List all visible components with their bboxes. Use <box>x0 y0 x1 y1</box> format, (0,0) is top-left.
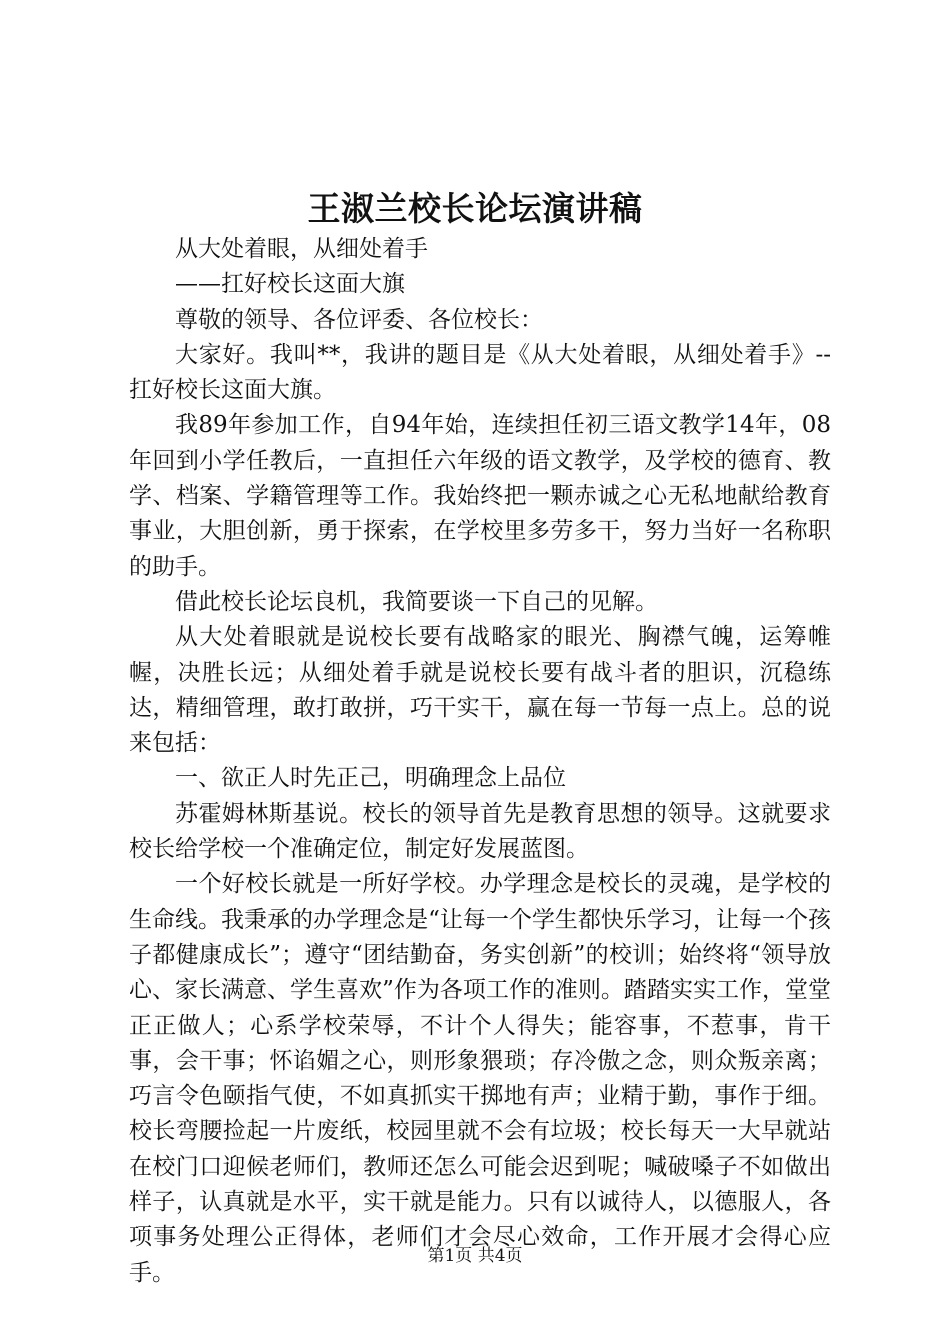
paragraph: 苏霍姆林斯基说。校长的领导首先是教育思想的领导。这就要求校长给学校一个准确定位，制定好发展蓝图。 <box>129 800 831 863</box>
section-heading: 一、欲正人时先正己，明确理念上品位 <box>175 765 566 792</box>
paragraph: 从大处着眼，从细处着手 <box>175 236 428 262</box>
paragraph: 我89年参加工作，自94年始，连续担任初三语文教学14年，08年回到小学任教后，一直担任六年级的语文教学，及学校的德育、教学、档案、学籍管理等工作。我始终把一颗赤诚之心无私地献给教育事业，大胆创新，勇于探索，在学校里多劳多干，努力当好一名称职的助手。 <box>129 412 831 580</box>
paragraph: ——扛好校长这面大旗 <box>175 271 405 298</box>
document-title: 王淑兰校长论坛演讲稿 <box>307 189 643 228</box>
paragraph: 大家好。我叫**，我讲的题目是《从大处着眼，从细处着手》--扛好校长这面大旗。 <box>129 341 831 404</box>
paragraph: 借此校长论坛良机，我简要谈一下自己的见解。 <box>175 588 658 615</box>
paragraph: 一个好校长就是一所好学校。办学理念是校长的灵魂，是学校的生命线。我秉承的办学理念是“让每一个学生都快乐学习，让每一个孩子都健康成长”；遵守“团结勤奋，务实创新”的校训；始终将“领导放心、家长满意、学生喜欢”作为各项工作的准则。踏踏实实工作，堂堂正正做人；心系学校荣辱，不计个人得失；能容事，不惹事，肯干事，会干事；怀谄媚之心，则形象猥琐；存冷傲之念，则众叛亲离；巧言令色颐指气使，不如真抓实干掷地有声；业精于勤，事作于细。校长弯腰捡起一片废纸，校园里就不会有垃圾；校长每天一大早就站在校门口迎候老师们，教师还怎么可能会迟到呢；喊破嗓子不如做出样子，认真就是水平，实干就是能力。只有以诚待人，以德服人，各项事务处理公正得体，老师们才会尽心效命，工作开展才会得心应手。 <box>129 871 831 1286</box>
page-footer: 第1页 共4页 <box>427 1246 523 1266</box>
document-body <box>129 232 831 1291</box>
paragraph: 尊敬的领导、各位评委、各位校长： <box>175 306 543 333</box>
paragraph: 从大处着眼就是说校长要有战略家的眼光、胸襟气魄，运筹帷幄，决胜长远；从细处着手就是说校长要有战斗者的胆识，沉稳练达，精细管理，敢打敢拼，巧干实干，赢在每一节每一点上。总的说来包括： <box>129 624 831 757</box>
